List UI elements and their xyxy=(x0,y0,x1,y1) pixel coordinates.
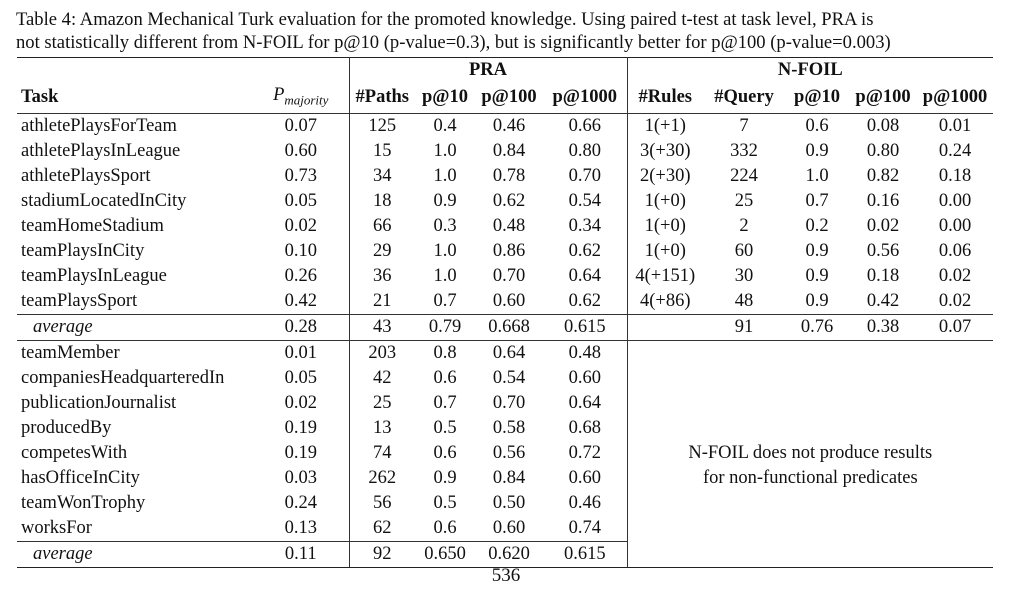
value-cell: 0.650 xyxy=(415,541,475,567)
value-cell: 0.24 xyxy=(938,140,972,161)
value-cell: 1(+0) xyxy=(644,215,686,236)
average-row xyxy=(17,314,993,340)
value-cell: 0.38 xyxy=(849,314,917,340)
value-cell: 0.2 xyxy=(805,215,829,236)
col-header-pra-p10: p@10 xyxy=(415,83,475,113)
task-name-cell: athletePlaysInLeague xyxy=(21,140,181,161)
value-cell: 0.54 xyxy=(543,189,627,214)
value-cell: 0.56 xyxy=(866,240,900,261)
value-cell: 0.620 xyxy=(475,541,543,567)
task-name-cell: stadiumLocatedInCity xyxy=(21,190,187,211)
value-cell: 0.02 xyxy=(866,215,900,236)
value-cell: 0.9 xyxy=(785,289,849,315)
value-cell: 0.9 xyxy=(805,240,829,261)
table-row xyxy=(17,264,993,289)
col-header-nfoil-p1000: p@1000 xyxy=(917,83,993,113)
col-header-query: #Query xyxy=(703,83,785,113)
page-number: 536 xyxy=(491,565,521,586)
value-cell: 0.4 xyxy=(433,115,457,136)
table-row xyxy=(17,239,993,264)
value-cell: 0.68 xyxy=(543,416,627,441)
value-cell: 1.0 xyxy=(433,140,457,161)
value-cell: 0.58 xyxy=(492,417,526,438)
value-cell: 29 xyxy=(373,240,392,261)
pmaj-base: P xyxy=(273,85,285,105)
value-cell: 0.03 xyxy=(253,466,349,491)
value-cell: 0.7 xyxy=(433,392,457,413)
value-cell: 0.46 xyxy=(492,115,526,136)
task-name-cell: average xyxy=(17,541,253,567)
col-header-pra-p1000: p@1000 xyxy=(543,83,627,113)
table-row xyxy=(17,164,993,189)
value-cell: 0.19 xyxy=(253,441,349,466)
group-header-pra: PRA xyxy=(349,58,627,84)
value-cell: 0.60 xyxy=(475,516,543,542)
value-cell: 0.7 xyxy=(415,289,475,315)
value-cell: 0.9 xyxy=(805,140,829,161)
value-cell: 0.80 xyxy=(543,139,627,164)
value-cell: 0.56 xyxy=(492,442,526,463)
value-cell: 0.19 xyxy=(253,416,349,441)
task-name-cell: teamPlaysSport xyxy=(17,289,253,315)
col-header-nfoil-p10: p@10 xyxy=(785,83,849,113)
value-cell: 0.34 xyxy=(543,214,627,239)
value-cell: 0.16 xyxy=(866,190,900,211)
value-cell: 34 xyxy=(373,165,392,186)
col-header-nfoil-p100: p@100 xyxy=(849,83,917,113)
value-cell: 0.18 xyxy=(866,265,900,286)
value-cell: 0.64 xyxy=(492,342,526,363)
value-cell: 91 xyxy=(703,314,785,340)
value-cell: 0.02 xyxy=(253,214,349,239)
task-name-cell: producedBy xyxy=(21,417,112,438)
group-header-nfoil: N-FOIL xyxy=(777,60,843,80)
value-cell: 0.64 xyxy=(543,391,627,416)
task-name-cell: hasOfficeInCity xyxy=(21,467,140,488)
value-cell: 2(+30) xyxy=(640,165,691,186)
table-row xyxy=(17,289,993,315)
value-cell: 0.66 xyxy=(543,113,627,139)
table-caption xyxy=(16,8,1000,54)
value-cell: 0.80 xyxy=(866,140,900,161)
value-cell: 3(+30) xyxy=(640,140,691,161)
value-cell: 0.5 xyxy=(433,417,457,438)
value-cell: 0.615 xyxy=(543,541,627,567)
task-name-cell: teamPlaysInCity xyxy=(21,240,145,261)
value-cell: 0.64 xyxy=(543,264,627,289)
value-cell: 7 xyxy=(739,115,749,136)
value-cell: 0.62 xyxy=(543,289,627,315)
value-cell: 224 xyxy=(730,165,758,186)
value-cell: 0.8 xyxy=(433,342,457,363)
value-cell: 0.28 xyxy=(253,314,349,340)
value-cell: 0.70 xyxy=(492,392,526,413)
task-name-cell: teamHomeStadium xyxy=(21,215,164,236)
value-cell xyxy=(627,314,703,340)
value-cell: 13 xyxy=(373,417,392,438)
value-cell: 36 xyxy=(373,265,392,286)
value-cell: 262 xyxy=(368,467,397,488)
value-cell: 0.615 xyxy=(543,314,627,340)
value-cell: 0.79 xyxy=(415,314,475,340)
value-cell: 0.6 xyxy=(433,367,457,388)
value-cell: 0.26 xyxy=(253,264,349,289)
task-name-cell: athletePlaysForTeam xyxy=(21,115,177,136)
value-cell: 25 xyxy=(734,190,754,211)
value-cell: 30 xyxy=(734,265,754,286)
value-cell: 1(+0) xyxy=(644,190,686,211)
value-cell: 203 xyxy=(368,342,397,363)
value-cell: 25 xyxy=(373,392,392,413)
value-cell: 0.668 xyxy=(475,314,543,340)
value-cell: 0.42 xyxy=(849,289,917,315)
table-row xyxy=(17,139,993,164)
value-cell: 0.00 xyxy=(938,215,972,236)
value-cell: 0.06 xyxy=(938,240,972,261)
table-row xyxy=(17,113,993,139)
value-cell: 0.42 xyxy=(253,289,349,315)
value-cell: 0.48 xyxy=(492,215,526,236)
value-cell: 43 xyxy=(349,314,415,340)
value-cell: 18 xyxy=(373,190,392,211)
value-cell: 0.84 xyxy=(492,467,526,488)
value-cell: 0.6 xyxy=(805,115,829,136)
value-cell: 0.13 xyxy=(253,516,349,542)
value-cell: 0.11 xyxy=(253,541,349,567)
value-cell: 15 xyxy=(373,140,392,161)
value-cell: 0.00 xyxy=(938,190,972,211)
value-cell: 0.84 xyxy=(492,140,526,161)
value-cell: 0.24 xyxy=(253,491,349,516)
value-cell: 0.07 xyxy=(253,113,349,139)
value-cell: 0.6 xyxy=(415,516,475,542)
value-cell: 0.5 xyxy=(433,492,457,513)
task-name-cell: companiesHeadquarteredIn xyxy=(21,367,225,388)
value-cell: 0.01 xyxy=(938,115,972,136)
note-line-1: N-FOIL does not produce results xyxy=(688,443,933,464)
value-cell: 0.9 xyxy=(433,467,457,488)
task-name-cell: teamWonTrophy xyxy=(21,492,146,513)
value-cell: 0.70 xyxy=(543,164,627,189)
table-body xyxy=(17,113,993,567)
value-cell: 1.0 xyxy=(433,240,457,261)
value-cell: 0.02 xyxy=(917,289,993,315)
task-name-cell: athletePlaysSport xyxy=(21,165,151,186)
value-cell: 0.62 xyxy=(543,239,627,264)
value-cell: 0.02 xyxy=(938,265,972,286)
value-cell: 56 xyxy=(373,492,392,513)
value-cell: 0.82 xyxy=(866,165,900,186)
results-table xyxy=(17,57,993,568)
task-name-cell: competesWith xyxy=(21,442,128,463)
value-cell: 1.0 xyxy=(805,165,829,186)
value-cell: 42 xyxy=(373,367,392,388)
value-cell: 0.54 xyxy=(492,367,526,388)
value-cell: 0.05 xyxy=(253,189,349,214)
value-cell: 0.78 xyxy=(492,165,526,186)
col-header-paths: #Paths xyxy=(349,83,415,113)
col-header-rules: #Rules xyxy=(627,83,703,113)
table-row xyxy=(17,340,993,366)
value-cell: 4(+151) xyxy=(635,265,696,286)
task-name-cell: publicationJournalist xyxy=(21,392,177,413)
value-cell: 0.9 xyxy=(433,190,457,211)
value-cell: 0.9 xyxy=(805,265,829,286)
table-row xyxy=(17,189,993,214)
value-cell: 0.74 xyxy=(543,516,627,542)
value-cell: 0.70 xyxy=(492,265,526,286)
task-name-cell: teamMember xyxy=(21,342,120,363)
pmaj-sub: majority xyxy=(284,92,329,108)
task-name-cell: average xyxy=(17,314,253,340)
value-cell: 0.05 xyxy=(253,366,349,391)
value-cell: 0.60 xyxy=(543,466,627,491)
col-header-task: Task xyxy=(17,83,253,113)
value-cell: 0.76 xyxy=(785,314,849,340)
value-cell: 0.46 xyxy=(543,491,627,516)
task-name-cell: worksFor xyxy=(17,516,253,542)
value-cell: 2 xyxy=(739,215,749,236)
caption-line-2: not statistically different from N-FOIL for p@10 (p-value=0.3), but is significantly better for p@100 (p-value=0.003) xyxy=(16,32,891,53)
value-cell: 66 xyxy=(373,215,392,236)
value-cell: 0.86 xyxy=(492,240,526,261)
table-row xyxy=(17,214,993,239)
value-cell: 125 xyxy=(368,115,397,136)
col-header-pmajority xyxy=(253,83,349,113)
value-cell: 74 xyxy=(373,442,392,463)
value-cell: 60 xyxy=(734,240,754,261)
value-cell: 0.02 xyxy=(253,391,349,416)
nfoil-unsupported-note xyxy=(627,340,993,567)
value-cell: 0.60 xyxy=(253,139,349,164)
value-cell: 48 xyxy=(703,289,785,315)
value-cell: 1(+1) xyxy=(644,115,686,136)
column-header-row xyxy=(17,83,993,113)
value-cell: 0.6 xyxy=(433,442,457,463)
value-cell: 0.10 xyxy=(253,239,349,264)
value-cell: 0.62 xyxy=(492,190,526,211)
task-name-cell: teamPlaysInLeague xyxy=(21,265,167,286)
value-cell: 1.0 xyxy=(433,265,457,286)
value-cell: 4(+86) xyxy=(627,289,703,315)
col-header-pra-p100: p@100 xyxy=(475,83,543,113)
value-cell: 332 xyxy=(730,140,758,161)
value-cell: 1.0 xyxy=(433,165,457,186)
value-cell: 0.48 xyxy=(543,340,627,366)
value-cell: 0.60 xyxy=(543,366,627,391)
value-cell: 92 xyxy=(349,541,415,567)
value-cell: 0.08 xyxy=(866,115,900,136)
value-cell: 0.07 xyxy=(917,314,993,340)
value-cell: 0.7 xyxy=(805,190,829,211)
value-cell: 0.50 xyxy=(492,492,526,513)
note-line-2: for non-functional predicates xyxy=(702,468,918,489)
caption-line-1: Table 4: Amazon Mechanical Turk evaluation for the promoted knowledge. Using paired t-test at task level, PRA is xyxy=(16,9,874,30)
value-cell: 0.3 xyxy=(433,215,457,236)
value-cell: 0.73 xyxy=(253,164,349,189)
value-cell: 21 xyxy=(349,289,415,315)
group-header-row xyxy=(17,58,993,84)
value-cell: 62 xyxy=(349,516,415,542)
value-cell: 0.60 xyxy=(475,289,543,315)
value-cell: 0.01 xyxy=(253,340,349,366)
value-cell: 0.18 xyxy=(938,165,972,186)
value-cell: 0.72 xyxy=(543,441,627,466)
value-cell: 1(+0) xyxy=(644,240,686,261)
